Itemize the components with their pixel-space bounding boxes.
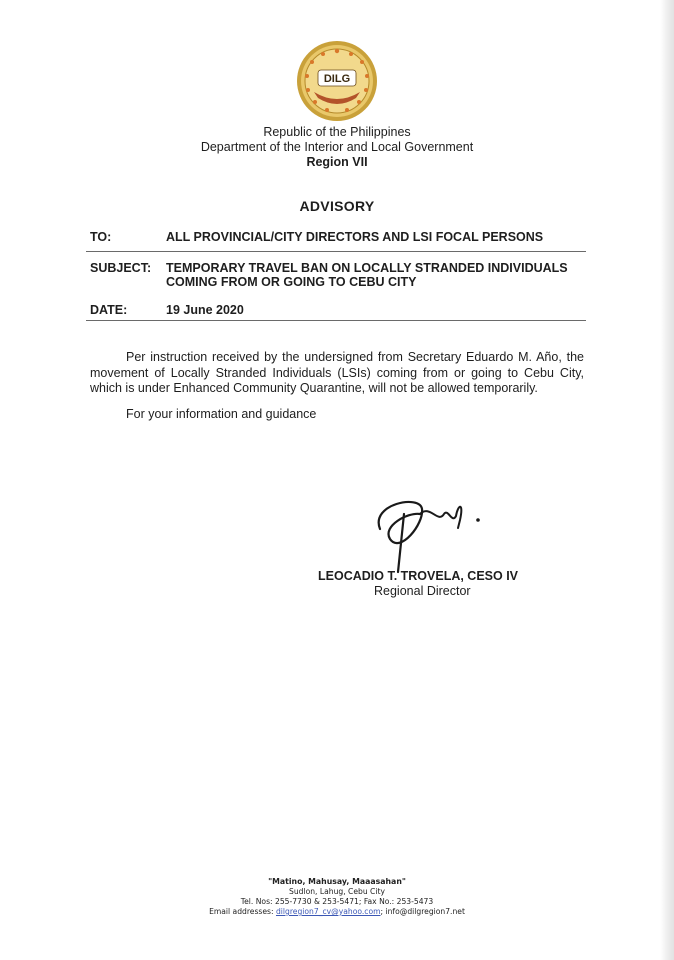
- subject-value-line2: COMING FROM OR GOING TO CEBU CITY: [166, 275, 417, 289]
- letterhead: [0, 125, 674, 170]
- to-value: ALL PROVINCIAL/CITY DIRECTORS AND LSI FOCAL PERSONS: [166, 230, 544, 244]
- footer-phones: Tel. Nos: 255-7730 & 253-5471; Fax No.: 253-5473: [240, 897, 434, 906]
- footer-emails: [180, 907, 494, 917]
- signatory-title: Regional Director: [374, 584, 471, 598]
- date-value: 19 June 2020: [166, 303, 244, 317]
- divider-rule: [86, 251, 586, 252]
- footer: [180, 877, 494, 917]
- dilg-seal-logo: [296, 40, 378, 122]
- footer-motto: "Matino, Mahusay, Maaasahan": [268, 877, 406, 886]
- signatory-name: LEOCADIO T. TROVELA, CESO IV: [318, 569, 519, 583]
- header-department: Department of the Interior and Local Government: [200, 140, 474, 154]
- advisory-body: Per instruction received by the undersigned from Secretary Eduardo M. Año, the movement of Locally Stranded Individuals (LSIs) coming from or going to Cebu City, which is under Enhanced Community Quarantine, will not be allowed temporarily.: [90, 350, 584, 395]
- date-label: DATE:: [90, 303, 128, 317]
- to-label: TO:: [90, 230, 112, 244]
- subject-value-line1: TEMPORARY TRAVEL BAN ON LOCALLY STRANDED INDIVIDUALS: [166, 261, 568, 275]
- footer-email-label: Email addresses:: [209, 907, 276, 916]
- subject-label: SUBJECT:: [90, 261, 152, 275]
- divider-rule: [86, 320, 586, 321]
- footer-email-yahoo[interactable]: dilgregion7_cv@yahoo.com: [275, 907, 381, 916]
- footer-address: Sudlon, Lahug, Cebu City: [289, 887, 385, 896]
- footer-email-dilg[interactable]: info@dilgregion7.net: [385, 907, 465, 916]
- footer-email-separator: ;: [380, 907, 386, 916]
- logo-text: DILG: [323, 73, 351, 85]
- header-region: Region VII: [306, 155, 368, 169]
- header-republic: Republic of the Philippines: [263, 125, 411, 139]
- handwritten-signature: [360, 484, 500, 574]
- closing-line: For your information and guidance: [126, 407, 317, 421]
- advisory-title: ADVISORY: [299, 198, 375, 214]
